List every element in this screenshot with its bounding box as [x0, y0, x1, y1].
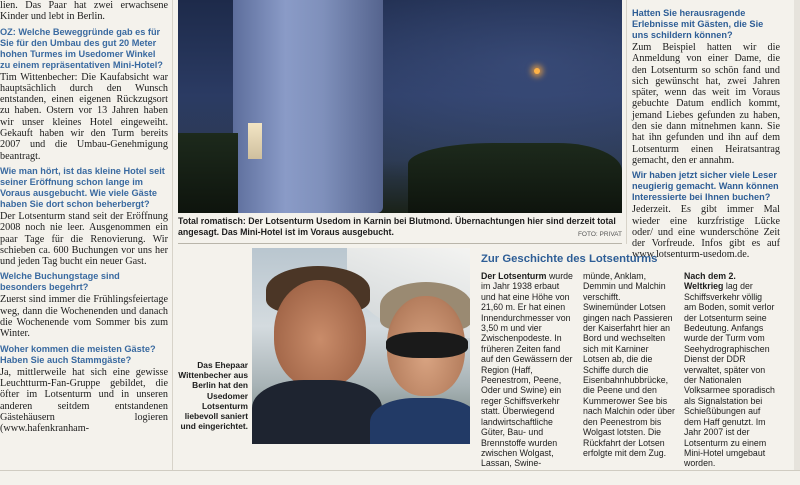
divider: [178, 243, 622, 244]
history-text: münde, Anklam, Demmin und Malchin verschifft. Swinemünder Lotsen gingen nach Passieren der Kaiserfahrt hier an Bord und wechselten sich mit Karniner Lotsen ab, die die Schiffe durch die Eisenbahnhubbrücke, die Peene und den Kummerower See bis nach Malchin oder über den Peenestrom bis Wolgast lotsten. Die Rückfahrt der Lotsen erfolgte mit dem Zug.: [583, 271, 675, 458]
paragraph-fragment: lien. Das Paar hat zwei erwachsene Kinder und lebt in Berlin.: [0, 0, 168, 23]
history-heading: Zur Geschichte des Lotsenturms: [481, 253, 658, 265]
moon-glow: [534, 68, 540, 74]
tree-silhouette: [178, 133, 238, 213]
history-column-2: [583, 271, 675, 458]
history-lead: Der Lotsenturm: [481, 271, 547, 281]
history-column-1: [481, 271, 573, 469]
history-text: wurde im Jahr 1938 erbaut und hat eine Höhe von 21,60 m. Er hat einen Innendurchmesser von 3,50 m und vier Zwischenpodeste. In früheren Zeiten fand auf den Gewässern der Region (Haff, Peenestrom, Peene, Oder und Swine) ein reger Schiffsverkehr statt. Überwiegend landwirtschaftliche Güter, Bau- und Brennstoffe wurden zwischen Wolgast, Lassan, Swine-: [481, 271, 573, 469]
tree-silhouette: [408, 143, 622, 213]
photo-credit: FOTO: PRIVAT: [577, 231, 622, 238]
man-face: [274, 280, 366, 388]
sunglasses: [386, 332, 468, 358]
lighthouse-photo: [178, 0, 622, 213]
interview-question: Wir haben jetzt sicher viele Leser neugierig gemacht. Wann können Interessierte bei Ihnen buchen?: [632, 170, 779, 203]
interview-question: Woher kommen die meisten Gäste? Haben Sie auch Stammgäste?: [0, 343, 156, 365]
interview-question: Wie man hört, ist das kleine Hotel seit seiner Eröffnung schon lange im Voraus ausgebucht. Wie viele Gäste haben Sie dort schon beherbergt?: [0, 165, 165, 209]
couple-photo-caption: Das Ehepaar Wittenbecher aus Berlin hat den Usedomer Lotsenturm liebevoll saniert und eingerichtet.: [178, 360, 248, 432]
column-divider-left: [172, 0, 173, 470]
caption-text: Total romatisch: Der Lotsenturm Usedom in Karnin bei Blutmond. Übernachtungen hier sind derzeit total angesagt. Das Mini-Hotel ist im Voraus ausgebucht.: [178, 216, 616, 237]
history-column-3: [684, 271, 776, 469]
interview-answer: Ja, mittlerweile hat sich eine gewisse Leuchtturm-Fan-Gruppe gebildet, die öfter im Lotsenturm und in unseren anderen seitdem entstandenen Gästehäusern logieren (www.hafenkranham-: [0, 366, 168, 435]
couple-photo: [252, 248, 470, 444]
interview-answer: Der Lotsenturm stand seit der Eröffnung 2008 noch nie leer. Ausgenommen ein paar Tage für die Renovierung. Wir schieben ca. 600 Buchungen vor uns her und jeden Tag bucht ein neuer Gast.: [0, 210, 168, 268]
tower-shape: [233, 0, 383, 213]
interview-column-right: [632, 8, 780, 265]
interview-column-left: [0, 0, 168, 438]
interview-question: Welche Buchungstage sind besonders begehrt?: [0, 271, 120, 293]
page-edge: [794, 0, 800, 484]
interview-answer: Tim Wittenbecher: Die Kaufabsicht war hauptsächlich durch den Wunsch entstanden, einen eigenen Rückzugsort zu haben. Ostern vor 13 Jahren haben wir unser kleines Hotel eingeweiht. Gekauft haben wir den Turm bereits 2007 und die Umbau-Genehmigung beantragt.: [0, 71, 168, 162]
column-divider-right: [626, 0, 627, 244]
photo-caption: [178, 216, 622, 237]
interview-answer: Jederzeit. Es gibt immer Mal wieder eine kurzfristige Lücke oder/ und eine wunderschöne Zeit der Vorfreude. Infos gibt es auf www.lotsenturm-usedom.de.: [632, 204, 780, 261]
interview-question: Hatten Sie herausragende Erlebnisse mit Gästen, die Sie uns schildern können?: [632, 8, 764, 40]
interview-answer: Zuerst sind immer die Frühlingsfeiertage weg, dann die Wochenenden und danach die Wochenende vom Sommer bis zum Winter.: [0, 294, 168, 340]
page-bottom-border: [0, 470, 800, 485]
history-text: lag der Schiffsverkehr völlig am Boden, somit verlor der Lotsenturm seine Bedeutung. Anfangs wurde der Turm vom Seehydrographischen Dienst der DDR verwaltet, später von der Nationalen Volksarmee sporadisch als Signalstation bei Schießübungen auf dem Haff genutzt. Im Jahr 2007 ist der Lotsenturm zu einem Mini-Hotel umgebaut worden.: [684, 281, 775, 469]
interview-question: OZ: Welche Beweggründe gab es für Sie für den Umbau des gut 20 Meter hohen Turmes im Usedomer Winkel zu einem repräsentativen Mini-Hotel?: [0, 26, 163, 70]
history-lead: Nach dem 2. Weltkrieg: [684, 271, 736, 292]
interview-answer: Zum Beispiel hatten wir die Anmeldung von einer Dame, die den Lotsenturm so schön fand und sich gewünscht hat, zwei Jahren später, wenn das weit im Voraus gebuchte Datum endlich kommt, jemand Liebes gefunden zu haben, den sie dann mitnehmen kann. Sie hat ihn gefunden und ihn auf dem Lotsenturm einen Heiratsantrag gemacht, den er annahm.: [632, 42, 780, 166]
tower-window: [248, 123, 262, 159]
